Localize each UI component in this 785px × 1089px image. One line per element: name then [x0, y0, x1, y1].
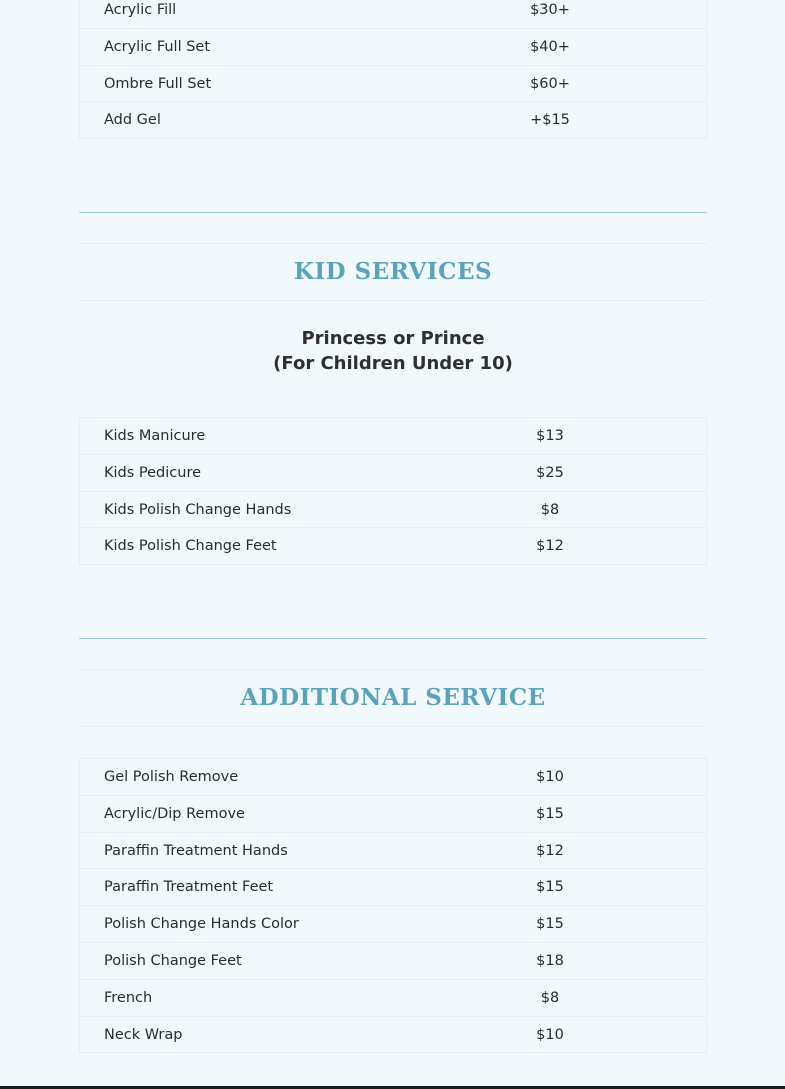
service-price: $10 — [536, 769, 564, 785]
kids-subheading-line2: (For Children Under 10) — [273, 353, 513, 374]
service-name: Paraffin Treatment Hands — [104, 842, 288, 859]
service-price: $40+ — [530, 38, 570, 55]
service-name: Gel Polish Remove — [104, 769, 239, 785]
price-row — [80, 943, 706, 980]
service-price: $8 — [540, 501, 560, 518]
acrylic-price-table — [79, 0, 707, 139]
service-name: Neck Wrap — [104, 1026, 183, 1043]
service-name: Acrylic Fill — [104, 2, 177, 18]
service-price: $10 — [536, 1026, 564, 1043]
service-price: $12 — [536, 538, 564, 555]
kid-services-heading: KID SERVICES — [293, 258, 493, 285]
service-name: Kids Polish Change Hands — [104, 501, 292, 518]
price-row — [80, 833, 706, 870]
price-row — [80, 0, 706, 29]
service-price: $13 — [536, 428, 564, 444]
service-price: $12 — [536, 842, 564, 859]
price-row — [80, 980, 706, 1017]
service-name: Acrylic Full Set — [104, 38, 211, 55]
service-price: $8 — [540, 989, 560, 1006]
price-row — [80, 102, 706, 139]
service-price: +$15 — [530, 112, 570, 129]
service-price: $30+ — [530, 2, 570, 18]
service-name: Polish Change Feet — [104, 952, 242, 969]
price-row — [80, 1017, 706, 1054]
kids-price-table — [79, 417, 707, 565]
price-row — [80, 66, 706, 103]
additional-service-heading-band — [79, 669, 707, 727]
kid-services-heading-band — [79, 243, 707, 301]
service-price: $18 — [536, 952, 564, 969]
price-row — [80, 29, 706, 66]
kids-subheading-line1: Princess or Prince — [301, 328, 485, 349]
price-row — [80, 418, 706, 455]
additional-price-table — [79, 758, 707, 1053]
section-divider — [79, 212, 707, 213]
service-name: Paraffin Treatment Feet — [104, 879, 274, 896]
service-name: French — [104, 989, 153, 1006]
service-name: Kids Polish Change Feet — [104, 538, 277, 555]
service-name: Add Gel — [104, 112, 161, 129]
price-row — [80, 492, 706, 529]
service-price: $15 — [536, 879, 564, 896]
service-price: $15 — [536, 805, 564, 822]
additional-service-heading: ADDITIONAL SERVICE — [240, 684, 546, 711]
service-name: Acrylic/Dip Remove — [104, 805, 245, 822]
service-name: Kids Manicure — [104, 428, 206, 444]
price-row — [80, 528, 706, 565]
price-row — [80, 796, 706, 833]
service-price: $15 — [536, 916, 564, 933]
service-price: $25 — [536, 464, 564, 481]
section-divider — [79, 638, 707, 639]
service-name: Polish Change Hands Color — [104, 916, 299, 933]
service-name: Ombre Full Set — [104, 75, 212, 92]
price-row — [80, 759, 706, 796]
price-row — [80, 869, 706, 906]
price-row — [80, 455, 706, 492]
kids-subheading — [79, 326, 707, 376]
service-name: Kids Pedicure — [104, 464, 202, 481]
price-row — [80, 906, 706, 943]
service-price: $60+ — [530, 75, 570, 92]
